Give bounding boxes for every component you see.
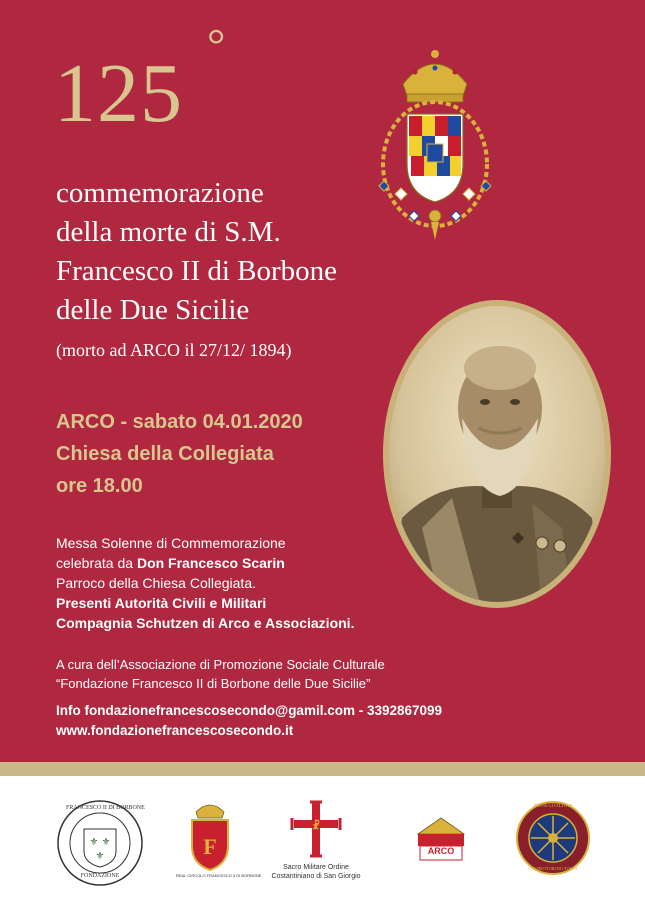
organizer-line-1: A cura dell’Associazione di Promozione Sociale Culturale: [56, 657, 385, 672]
event-place: Chiesa della Collegiata: [56, 443, 274, 465]
mass-celebrated-by: celebrata da: [56, 555, 137, 571]
fondazione-logo-bottom: FONDAZIONE: [80, 873, 120, 879]
title-line-2: della morte di S.M.: [56, 216, 281, 248]
svg-text:F: F: [203, 834, 217, 859]
event-date: ARCO - sabato 04.01.2020: [56, 411, 303, 433]
mass-line-1: Messa Solenne di Commemorazione: [56, 535, 286, 551]
svg-text:⚜ ⚜: ⚜ ⚜: [89, 837, 111, 848]
mass-description: [56, 533, 354, 633]
organizer-line-2: “Fondazione Francesco II di Borbone delle Due Sicilie”: [56, 676, 371, 691]
arco-logo-text: ARCO: [427, 846, 455, 856]
ordine-line-1: Sacro Militare Ordine: [283, 864, 349, 871]
degree-symbol: °: [207, 19, 226, 70]
organizer-note: [56, 655, 385, 693]
mass-line-5: Compagnia Schutzen di Arco e Associazioni.: [56, 615, 355, 631]
nova-top-text: NOVA CIVILITAS: [533, 804, 573, 809]
ordine-logo-text: [252, 863, 380, 881]
coat-of-arms-icon: [355, 44, 515, 244]
anniversary-number: 125: [54, 47, 183, 140]
contact-website[interactable]: www.fondazionefrancescosecondo.it: [56, 723, 294, 738]
ordine-line-2: Costantiniano di San Giorgio: [271, 873, 361, 880]
svg-text:☧: ☧: [312, 821, 320, 832]
mass-line-3: Parroco della Chiesa Collegiata.: [56, 575, 256, 591]
title-line-1: commemorazione: [56, 177, 264, 209]
mass-line-4: Presenti Autorità Civili e Militari: [56, 595, 267, 611]
circolo-logo-icon: [182, 802, 238, 872]
circolo-logo-text: REAL CIRCOLO FRANCESCO II DI BORBONE: [176, 873, 262, 878]
nova-civilitas-logo-icon: [515, 800, 591, 876]
event-details: [56, 406, 303, 502]
portrait-photo: [382, 298, 612, 610]
celebrant-name: Don Francesco Scarin: [136, 555, 285, 571]
event-time: ore 18.00: [56, 475, 143, 497]
svg-text:⚜: ⚜: [95, 851, 105, 862]
mass-line-2: [56, 553, 354, 573]
contact-email-phone[interactable]: Info fondazionefrancescosecondo@gamil.com - 3392867099: [56, 703, 443, 718]
fondazione-logo-text: FRANCESCO II DI BORBONE: [66, 805, 145, 811]
gold-divider: [0, 762, 645, 776]
nova-bottom-text: COSTRUTTORI DI CIVILTÀ: [528, 866, 578, 871]
event-title: [56, 174, 386, 330]
title-line-4: delle Due Sicilie: [56, 294, 250, 326]
title-line-3: Francesco II di Borbone: [56, 255, 338, 287]
constantinian-cross-icon: [288, 800, 344, 858]
contact-info: [56, 701, 442, 741]
death-note: (morto ad ARCO il 27/12/ 1894): [56, 340, 292, 360]
